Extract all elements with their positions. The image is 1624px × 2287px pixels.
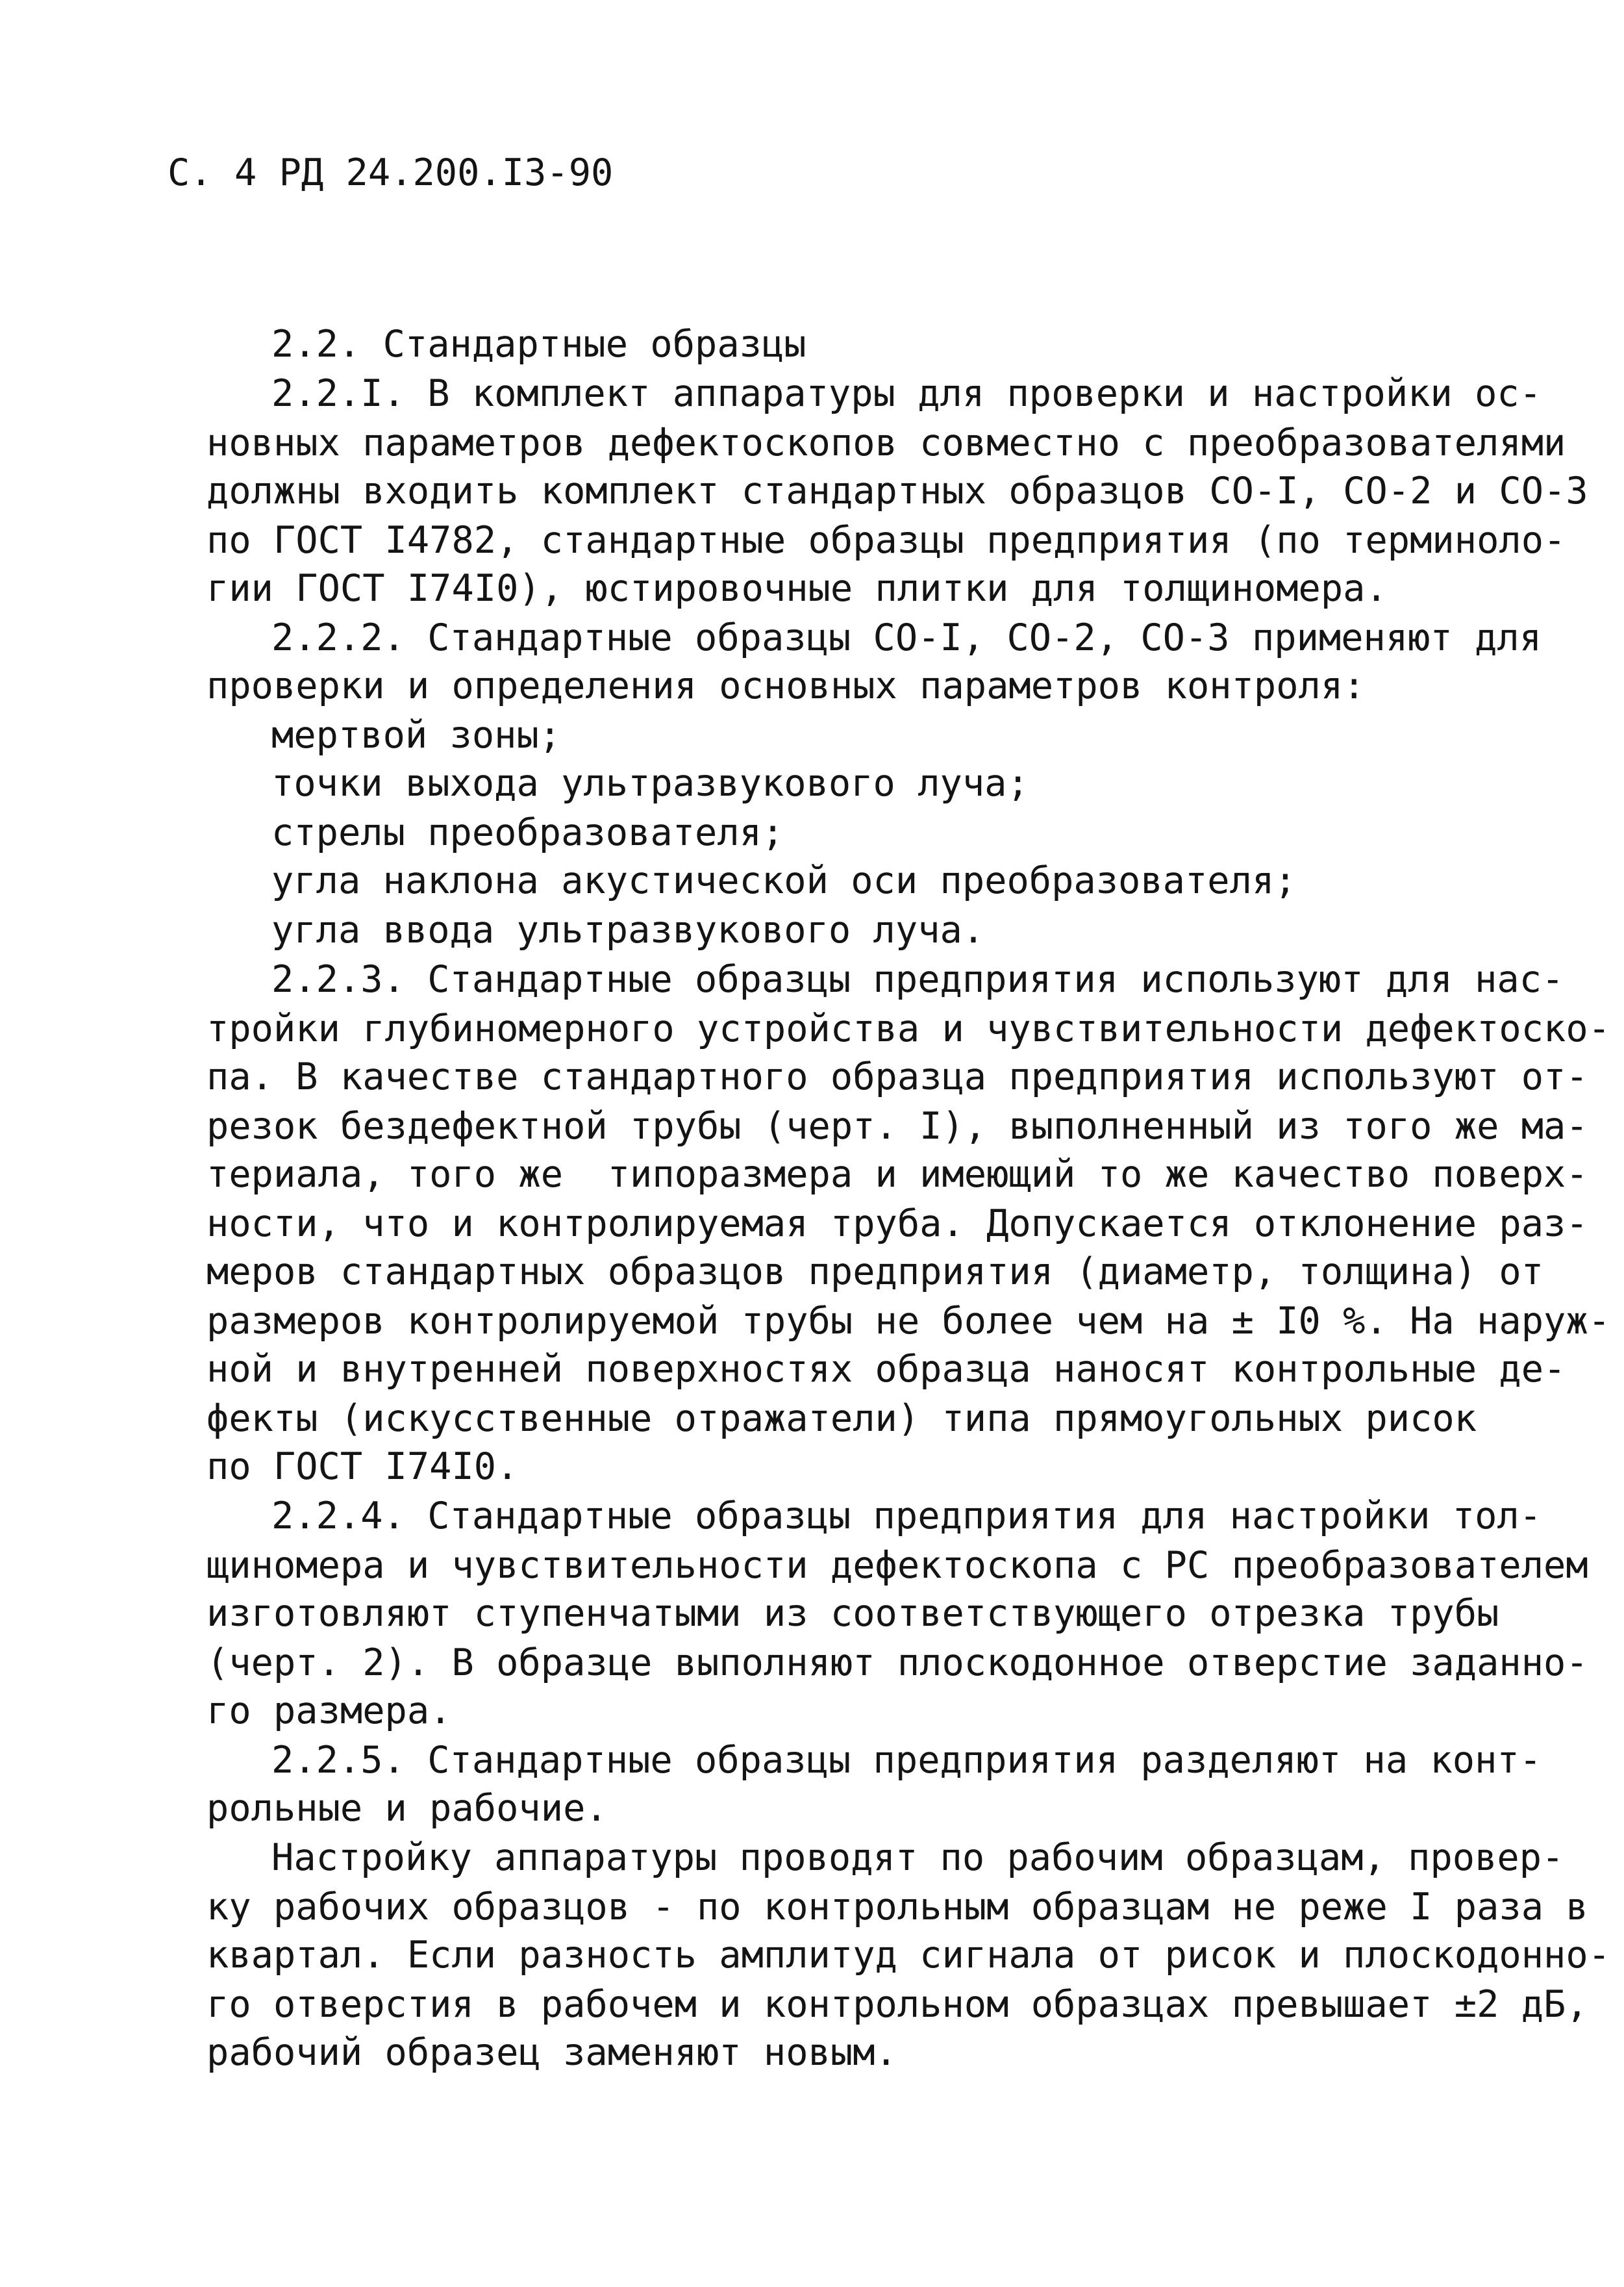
text-line: проверки и определения основных параметров контроля: [206, 664, 1366, 707]
list-item: угла ввода ультразвукового луча. [271, 909, 985, 952]
text-line: (черт. 2). В образце выполняют плоскодонное отверстие заданно- [206, 1641, 1588, 1684]
text-line: новных параметров дефектоскопов совместно с преобразователями [206, 422, 1566, 464]
text-line: го отверстия в рабочем и контрольном образцах превышает ±2 дБ, [206, 1983, 1588, 2026]
list-item: мертвой зоны; [271, 714, 562, 757]
text-line: 2.2.5. Стандартные образцы предприятия разделяют на конт- [271, 1739, 1542, 1782]
text-line: гии ГОСТ I74I0), юстировочные плитки для толщиномера. [206, 567, 1388, 610]
text-line: щиномера и чувствительности дефектоскопа с РС преобразователем [206, 1544, 1588, 1587]
text-line: ку рабочих образцов - по контрольным образцам не реже I раза в [206, 1886, 1588, 1928]
text-line: ной и внутренней поверхностях образца наносят контрольные де- [206, 1348, 1566, 1391]
text-line: 2.2.4. Стандартные образцы предприятия для настройки тол- [271, 1495, 1542, 1537]
text-line: изготовляют ступенчатыми из соответствующего отрезка трубы [206, 1592, 1499, 1635]
text-line: должны входить комплект стандартных образцов СО-I, СО-2 и СО-3 [206, 470, 1588, 512]
text-line: рабочий образец заменяют новым. [206, 2031, 897, 2074]
text-line: фекты (искусственные отражатели) типа прямоугольных рисок [206, 1397, 1477, 1440]
text-line: резок бездефектной трубы (черт. I), выполненный из того же ма- [206, 1105, 1588, 1148]
text-line: 2.2.3. Стандартные образцы предприятия используют для нас- [271, 958, 1564, 1001]
text-line: 2.2.2. Стандартные образцы СО-I, СО-2, СО-3 применяют для [271, 616, 1542, 659]
text-line: Настройку аппаратуры проводят по рабочим образцам, провер- [271, 1836, 1564, 1879]
section-heading: 2.2. Стандартные образцы [271, 323, 806, 366]
text-line: териала, того же типоразмера и имеющий то же качество поверх- [206, 1153, 1588, 1196]
text-line: па. В качестве стандартного образца предприятия используют от- [206, 1055, 1588, 1098]
list-item: стрелы преобразователя; [271, 811, 784, 854]
text-line: рольные и рабочие. [206, 1787, 608, 1830]
text-line: квартал. Если разность амплитуд сигнала от рисок и плоскодонно- [206, 1934, 1610, 1977]
list-item: угла наклона акустической оси преобразователя; [271, 859, 1297, 902]
text-line: тройки глубиномерного устройства и чувствительности дефектоско- [206, 1007, 1610, 1050]
page-header: С. 4 РД 24.200.I3-90 [168, 151, 614, 194]
text-line: ности, что и контролируемая труба. Допускается отклонение раз- [206, 1202, 1588, 1245]
text-line: по ГОСТ I4782, стандартные образцы предприятия (по терминоло- [206, 519, 1566, 562]
text-line: по ГОСТ I74I0. [206, 1445, 519, 1488]
list-item: точки выхода ультразвукового луча; [271, 762, 1029, 805]
text-line: го размера. [206, 1689, 452, 1732]
text-line: 2.2.I. В комплект аппаратуры для проверки и настройки ос- [271, 372, 1542, 415]
text-line: меров стандартных образцов предприятия (диаметр, толщина) от [206, 1250, 1544, 1293]
text-line: размеров контролируемой трубы не более чем на ± I0 %. На наруж- [206, 1300, 1610, 1343]
